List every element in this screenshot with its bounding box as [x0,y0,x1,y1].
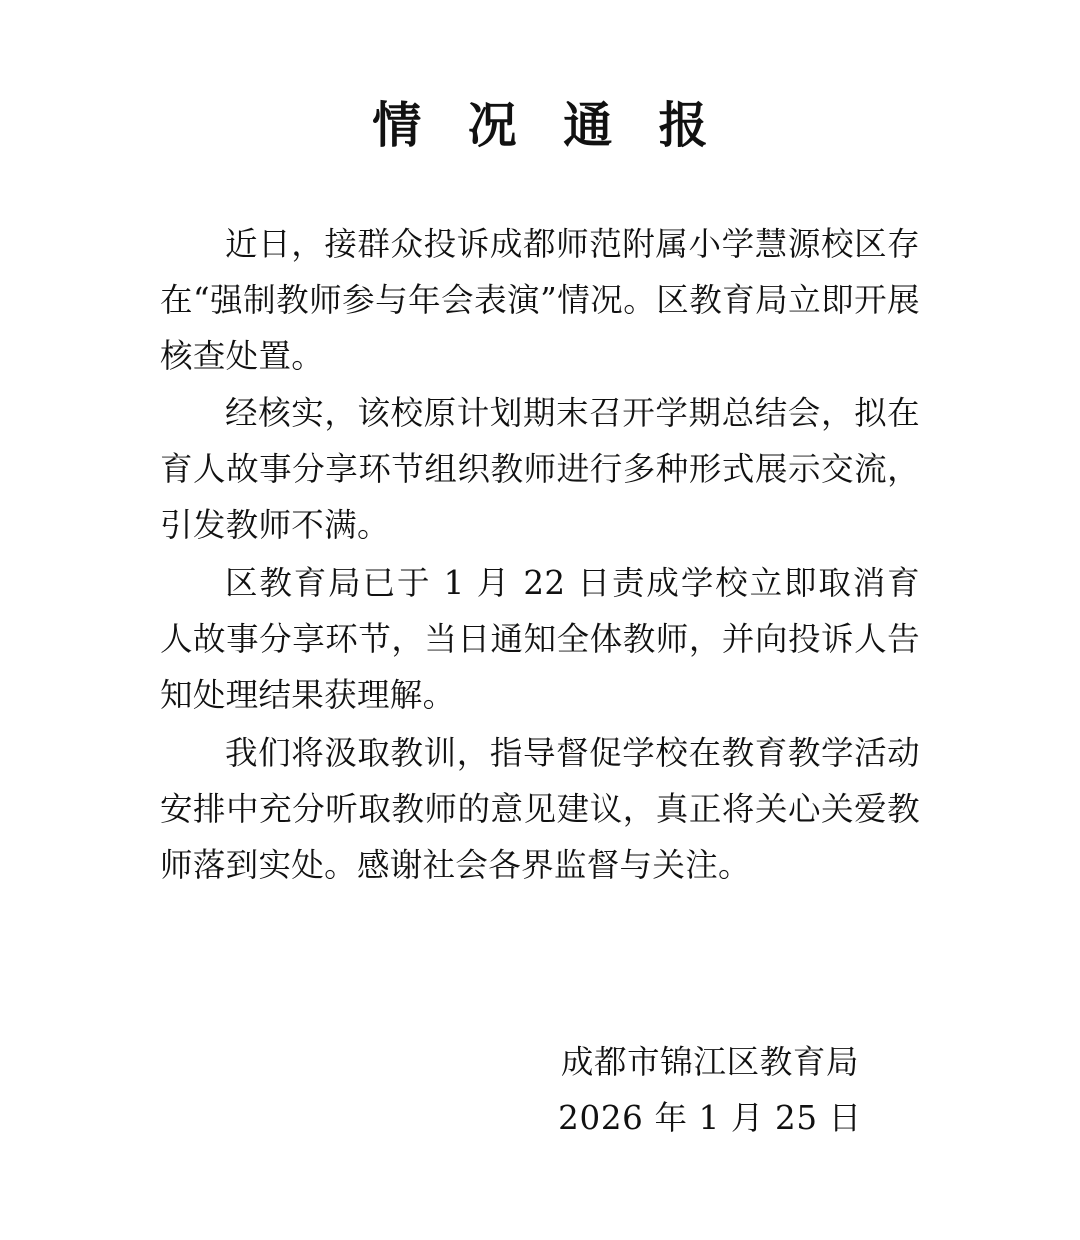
paragraph: 区教育局已于 1 月 22 日责成学校立即取消育人故事分享环节，当日通知全体教师，并向投诉人告知处理结果获理解。 [160,564,920,714]
paragraph: 经核实，该校原计划期末召开学期总结会，拟在育人故事分享环节组织教师进行多种形式展示交流，引发教师不满。 [160,394,920,545]
document-body [160,217,920,894]
paragraph: 我们将汲取教训，指导督促学校在教育教学活动安排中充分听取教师的意见建议，真正将关心关爱教师落到实处。感谢社会各界监督与关注。 [160,733,920,884]
page-title: 情 况 通 报 [372,96,723,154]
paragraph: 近日，接群众投诉成都师范附属小学慧源校区存在“强制教师参与年会表演”情况。区教育局立即开展核查处置。 [160,224,920,375]
signature-date: 2026 年 1 月 25 日 [558,1099,862,1137]
signature-organization: 成都市锦江区教育局 [560,1043,860,1081]
signature-block [500,1036,920,1144]
